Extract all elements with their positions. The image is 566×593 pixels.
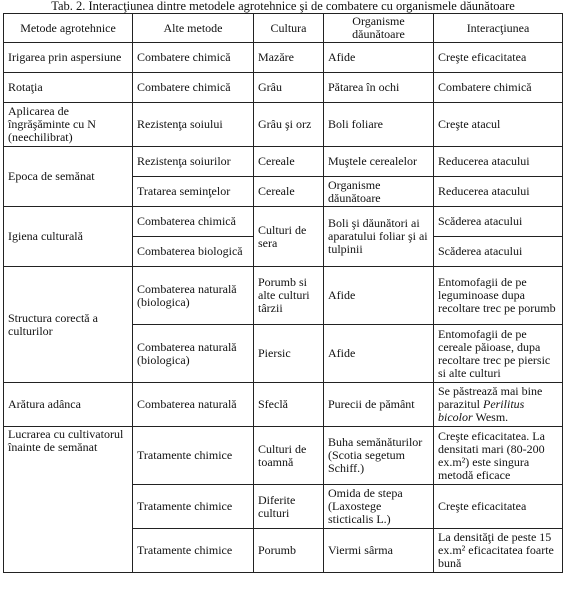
table-cell: Tratamente chimice (133, 485, 254, 529)
table-cell: Viermi sârma (324, 529, 434, 573)
table-cell: Omida de stepa (Laxostege sticticalis L.) (324, 485, 434, 529)
table-cell (434, 383, 563, 427)
table-cell: Scăderea atacului (434, 237, 563, 267)
table-row (4, 43, 563, 73)
table-cell: La densităţi de peste 15 ex.m² eficacitatea foarte bună (434, 529, 563, 573)
table-cell: Piersic (254, 325, 324, 383)
table-cell: Diferite culturi (254, 485, 324, 529)
table-cell: Porumb (254, 529, 324, 573)
table-cell: Cereale (254, 177, 324, 207)
table-cell: Tratamente chimice (133, 529, 254, 573)
header-cell: Alte metode (133, 14, 254, 43)
header-cell: Cultura (254, 14, 324, 43)
table-row (4, 427, 563, 485)
table-cell: Aplicarea de îngrăşăminte cu N (neechilibrat) (4, 103, 133, 147)
table-cell: Buha semănăturilor (Scotia segetum Schiff.) (324, 427, 434, 485)
table-cell: Culturi de toamnă (254, 427, 324, 485)
table-cell: Structura corectă a culturilor (4, 267, 133, 383)
table-cell: Afide (324, 43, 434, 73)
table-cell: Combatere chimică (133, 73, 254, 103)
table-cell: Afide (324, 325, 434, 383)
species-name-italic: Perilitus bicolor (438, 397, 525, 424)
table-row (4, 103, 563, 147)
header-cell: Interacţiunea (434, 14, 563, 43)
table-cell: Boli foliare (324, 103, 434, 147)
table-cell: Combaterea naturală (biologica) (133, 267, 254, 325)
interaction-text: Se păstrează mai bine parazitul (438, 384, 543, 411)
table-cell: Purecii de pământ (324, 383, 434, 427)
table-row (4, 383, 563, 427)
table-cell: Creşte atacul (434, 103, 563, 147)
interaction-text: Wesm. (472, 410, 509, 424)
table-cell: Entomofagii de pe cereale păioase, dupa recoltare trec pe piersic si alte culturi (434, 325, 563, 383)
table-caption: Tab. 2. Interacţiunea dintre metodele agrotehnice şi de combatere cu organismele dăunătoare (51, 0, 515, 13)
table-cell: Pătarea în ochi (324, 73, 434, 103)
table-cell: Rezistenţa soiului (133, 103, 254, 147)
table-cell: Tratarea seminţelor (133, 177, 254, 207)
table-cell: Creşte eficacitatea (434, 43, 563, 73)
table-cell: Combaterea chimică (133, 207, 254, 237)
table-cell: Boli şi dăunători ai aparatului foliar şi ai tulpinii (324, 207, 434, 267)
table-cell: Muştele cerealelor (324, 147, 434, 177)
table-cell: Reducerea atacului (434, 147, 563, 177)
table-cell: Combatere chimică (133, 43, 254, 73)
table-cell: Creşte eficacitatea (434, 485, 563, 529)
table-cell: Combaterea naturală (133, 383, 254, 427)
agrotechnical-methods-table (3, 13, 563, 573)
header-row (4, 14, 563, 43)
table-cell: Porumb si alte culturi târzii (254, 267, 324, 325)
table-cell: Sfeclă (254, 383, 324, 427)
table-cell: Lucrarea cu cultivatorul înainte de semănat (4, 427, 133, 573)
table-cell: Afide (324, 267, 434, 325)
table-cell: Rotaţia (4, 73, 133, 103)
table-cell: Irigarea prin aspersiune (4, 43, 133, 73)
table-cell: Scăderea atacului (434, 207, 563, 237)
table-cell: Combatere chimică (434, 73, 563, 103)
table-cell: Rezistenţa soiurilor (133, 147, 254, 177)
table-cell: Igiena culturală (4, 207, 133, 267)
table-cell: Arătura adânca (4, 383, 133, 427)
table-cell: Creşte eficacitatea. La densitati mari (80-200 ex.m²) este singura metodă eficace (434, 427, 563, 485)
table-cell: Epoca de semănat (4, 147, 133, 207)
table-row (4, 147, 563, 177)
header-cell: Organisme dăunătoare (324, 14, 434, 43)
table-row (4, 267, 563, 325)
table-cell: Cereale (254, 147, 324, 177)
table-row (4, 73, 563, 103)
table-cell: Grâu şi orz (254, 103, 324, 147)
table-cell: Combaterea biologică (133, 237, 254, 267)
table-cell: Culturi de sera (254, 207, 324, 267)
header-cell: Metode agrotehnice (4, 14, 133, 43)
table-cell: Tratamente chimice (133, 427, 254, 485)
table-row (4, 207, 563, 237)
table-cell: Combaterea naturală (biologica) (133, 325, 254, 383)
table-cell: Organisme dăunătoare (324, 177, 434, 207)
table-cell: Entomofagii de pe leguminoase dupa recoltare trec pe porumb (434, 267, 563, 325)
table-cell: Grâu (254, 73, 324, 103)
table-cell: Reducerea atacului (434, 177, 563, 207)
table-cell: Mazăre (254, 43, 324, 73)
